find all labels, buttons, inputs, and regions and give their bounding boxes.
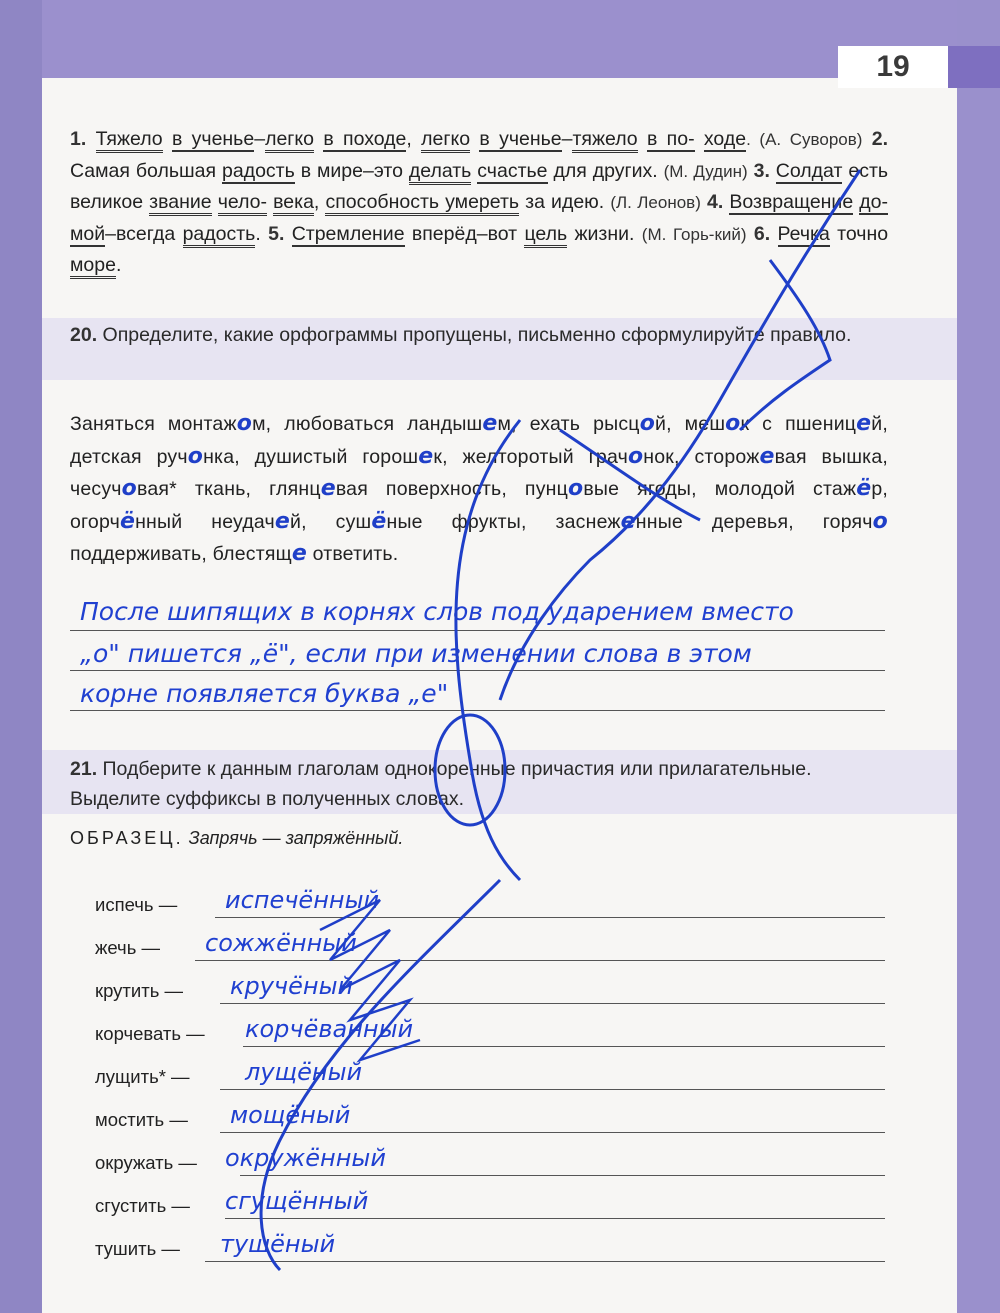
verb-row [95, 966, 885, 1006]
handwritten-answer: мощёный [230, 1101, 351, 1129]
answer-line [195, 960, 885, 961]
word: легко [265, 128, 314, 153]
sample-line [70, 828, 403, 849]
word: для других. [553, 159, 658, 182]
verb: лущить* — [95, 1066, 190, 1087]
word: вот [487, 222, 518, 245]
answer-line [225, 1218, 885, 1219]
answer-line [205, 1261, 885, 1262]
word: радость [183, 223, 256, 248]
sentence-number: 5. [268, 222, 285, 245]
answer-line [220, 1003, 885, 1004]
text-part: к с пшениц [740, 413, 857, 435]
comma: , [313, 191, 320, 213]
word: радость [222, 159, 295, 182]
filled-letter: о [121, 476, 137, 501]
page-right-margin [957, 0, 1000, 1313]
task-number: 20. [70, 324, 98, 346]
filled-letter: е [482, 411, 498, 436]
comma: , [406, 128, 412, 150]
page-left-margin [0, 0, 42, 1313]
sentence-number: 6. [753, 222, 771, 245]
word: в мире [300, 159, 363, 182]
verb: жечь — [95, 937, 160, 958]
verb: крутить — [95, 980, 183, 1001]
verb-row [95, 1224, 885, 1264]
word: море [70, 254, 116, 279]
handwritten-rule-line-2: „о" пишется „ё", если при изменении слова в этом [80, 639, 752, 668]
answer-line [220, 1132, 885, 1133]
filled-letter: о [627, 443, 644, 469]
dash: – [254, 128, 266, 150]
dash: – [105, 222, 117, 245]
word: это [373, 159, 403, 182]
handwritten-answer: кручёный [230, 972, 354, 1000]
word: счастье [477, 159, 548, 182]
filled-letter: е [856, 411, 872, 436]
exercise-20-text [70, 408, 888, 571]
sentence-number: 3. [753, 159, 770, 182]
handwritten-answer: окружённый [225, 1144, 386, 1172]
verb-row [95, 1138, 885, 1178]
word: тяжело [572, 128, 637, 153]
word: жизни. [574, 222, 635, 245]
author: (М. Горь-кий) [641, 224, 747, 244]
dash: – [476, 222, 488, 245]
filled-letter: ё [119, 508, 136, 534]
word: цель [524, 223, 567, 248]
filled-letter: е [291, 541, 307, 566]
text-part: нок, сторож [643, 445, 760, 468]
filled-letter: о [187, 443, 204, 469]
page-number-tab [948, 46, 1000, 88]
word: чело- [218, 191, 267, 216]
text-part: Заняться монтаж [70, 413, 237, 435]
verb-row [95, 1009, 885, 1049]
verb-row [95, 923, 885, 963]
page-number: 19 [838, 46, 948, 88]
filled-letter: ё [371, 508, 387, 534]
filled-letter: ё [856, 476, 872, 501]
verb-row [95, 1181, 885, 1221]
text-part: й, детская руч [70, 413, 889, 468]
filled-letter: е [274, 508, 291, 534]
filled-letter: е [418, 443, 434, 469]
word: мой [70, 222, 106, 245]
text-part: вые ягоды, молодой стаж [583, 478, 857, 500]
verb: испечь — [95, 894, 178, 915]
handwritten-answer: тушёный [220, 1230, 336, 1258]
dash: – [561, 128, 573, 150]
text-part: к, желторотый грач [433, 445, 628, 468]
text-part: вая поверхность, пунц [335, 478, 568, 500]
task-text: Подберите к данным глаголам однокоренные причастия или прилагательные. Выделите суффиксы в полученных словах. [70, 758, 812, 810]
word: за идею. [525, 191, 605, 213]
word: до- [859, 191, 889, 213]
verb-row [95, 1095, 885, 1135]
verb: окружать — [95, 1152, 197, 1173]
word: звание [149, 191, 211, 216]
task-number: 21. [70, 758, 98, 780]
sentence-number: 4. [707, 191, 724, 213]
task-20-instruction [70, 320, 888, 350]
dash: – [362, 159, 374, 182]
word: точно [837, 222, 889, 245]
answer-line [240, 1175, 885, 1176]
word: делать [409, 160, 471, 185]
answer-line [215, 917, 885, 918]
author: (М. Дудин) [663, 161, 748, 181]
verb-row [95, 880, 885, 920]
word: Тяжело [96, 128, 163, 153]
filled-letter: е [320, 476, 336, 501]
answer-line [220, 1089, 885, 1090]
text-part: й, суш [290, 510, 372, 533]
answer-line [243, 1046, 885, 1047]
handwritten-answer: сожжённый [205, 929, 357, 957]
handwritten-rule-line-3: корне появляется буква „е" [80, 679, 449, 708]
word: есть великое [70, 159, 889, 213]
text-part: р, огорч [70, 478, 888, 533]
text-part: вая вышка, чесуч [70, 445, 888, 500]
word: в по- [646, 128, 695, 150]
word: Самая большая [70, 159, 217, 182]
sentence-number: 1. [70, 128, 87, 150]
text-part: нный неудач [135, 510, 275, 533]
period: . [255, 222, 261, 245]
handwritten-answer: испечённый [225, 886, 380, 914]
word: Возвращение [729, 191, 854, 213]
text-part: м, любоваться ландыш [252, 413, 483, 435]
text-part: м, ехать рысц [497, 413, 640, 435]
word: ходе [703, 128, 747, 150]
text-part: нка, душистый горош [203, 445, 419, 468]
task-21-instruction [70, 754, 888, 814]
word: Солдат [775, 159, 843, 182]
filled-letter: о [639, 411, 656, 436]
text-part: ные фрукты, заснеж [386, 510, 621, 533]
author: . (А. Суворов) [746, 130, 863, 149]
word: способность умереть [325, 191, 519, 216]
filled-letter: о [872, 508, 888, 534]
word: Стремление [291, 222, 405, 245]
filled-letter: е [759, 443, 775, 469]
handwritten-answer: сгущённый [225, 1187, 369, 1215]
word: вперёд [411, 222, 477, 245]
word: Речка [777, 222, 830, 245]
verb-row [95, 1052, 885, 1092]
verb: тушить — [95, 1238, 180, 1259]
text-part: поддерживать, блестящ [70, 543, 292, 565]
author: (Л. Леонов) [610, 193, 701, 212]
handwritten-answer: корчёванный [245, 1015, 414, 1043]
task-text: Определите, какие орфограммы пропущены, письменно сформулируйте правило. [102, 324, 852, 346]
sample-example: Запрячь — запряжённый. [188, 828, 404, 848]
sentences-block [70, 124, 888, 281]
filled-letter: о [567, 476, 584, 501]
handwritten-rule-line-1: После шипящих в корнях слов под ударением вместо [80, 597, 794, 626]
text-part: й, меш [655, 413, 726, 435]
filled-letter: е [620, 508, 636, 534]
word: в походе [323, 128, 407, 150]
word: всегда [116, 222, 176, 245]
verb: корчевать — [95, 1023, 205, 1044]
word: века [273, 191, 314, 216]
word: в ученье [171, 128, 255, 150]
verb: мостить — [95, 1109, 188, 1130]
text-part: вая* ткань, глянц [137, 478, 321, 500]
period: . [115, 254, 122, 276]
page-header-band [42, 0, 957, 78]
filled-letter: о [236, 411, 253, 436]
sample-label: ОБРАЗЕЦ. [70, 828, 184, 848]
sentence-number: 2. [871, 128, 889, 150]
word: легко [421, 128, 470, 153]
word: в ученье [479, 128, 562, 150]
text-part: нные деревья, горяч [635, 510, 873, 533]
text-part: ответить. [306, 543, 399, 565]
handwritten-answer: лущёный [245, 1058, 363, 1086]
filled-letter: о [725, 411, 741, 436]
verb: сгустить — [95, 1195, 190, 1216]
